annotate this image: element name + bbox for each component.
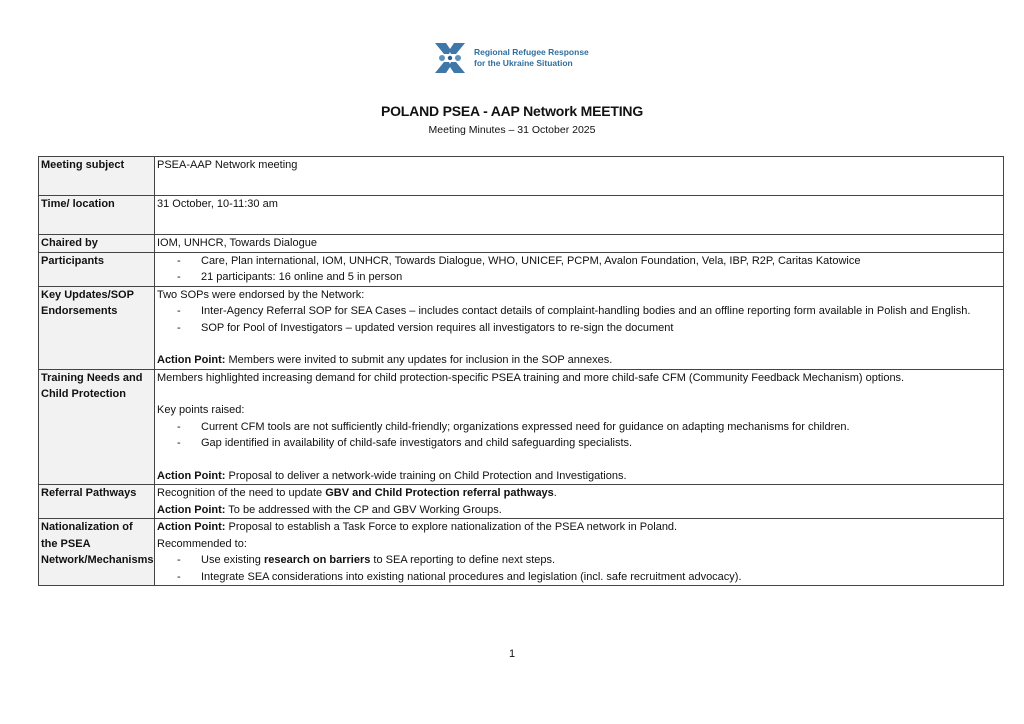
label-chaired-by: Chaired by: [39, 235, 155, 253]
row-chaired-by: [39, 235, 1004, 253]
value-time-location: 31 October, 10-11:30 am: [155, 196, 1004, 235]
row-participants: [39, 252, 1004, 286]
action-point-label: Action Point:: [157, 503, 226, 516]
action-point-label: Action Point:: [157, 469, 226, 482]
action-point-label: Action Point:: [157, 354, 226, 366]
action-point-text: Proposal to establish a Task Force to explore nationalization of the PSEA network in Poland.: [225, 521, 678, 533]
sop-intro: Two SOPs were endorsed by the Network:: [157, 288, 365, 301]
minutes-table: [38, 156, 1004, 586]
value-referral-pathways: [155, 485, 1004, 519]
row-time-location: [39, 196, 1004, 235]
label-training-needs: Training Needs and Child Protection: [39, 369, 155, 485]
referral-text: Recognition of the need to update: [157, 487, 326, 499]
sop-list: [157, 303, 1000, 336]
recommended-list: [157, 552, 1000, 585]
nationalization-action-point: [157, 519, 1000, 536]
list-item: [157, 552, 1000, 569]
row-referral-pathways: [39, 485, 1004, 519]
row-nationalization: [39, 519, 1004, 586]
logo: [432, 40, 589, 76]
list-item: - Gap identified in availability of child-safe investigators and child safeguarding specialists.: [157, 435, 1000, 452]
action-point-text: Proposal to deliver a network-wide training on Child Protection and Investigations.: [225, 469, 627, 482]
rrp-logo-icon: [432, 40, 468, 76]
list-item: - Current CFM tools are not sufficiently child-friendly; organizations expressed need for guidance on adapting mechanisms for children.: [157, 419, 1000, 436]
row-key-updates: [39, 286, 1004, 369]
key-points-intro: Key points raised:: [157, 404, 245, 416]
key-points-list: [157, 419, 1000, 452]
referral-bold: GBV and Child Protection referral pathways: [325, 487, 554, 499]
label-time-location: Time/ location: [39, 196, 155, 235]
training-action-point: [157, 468, 1000, 485]
sop-action-point: [157, 352, 1000, 369]
action-point-text: To be addressed with the CP and GBV Working Groups.: [225, 503, 502, 516]
document-subtitle: Meeting Minutes – 31 October 2025: [428, 124, 596, 136]
training-intro: Members highlighted increasing demand for child protection-specific PSEA training and more child-safe CFM (Community Feedback Mechanism) options.: [157, 371, 905, 384]
value-nationalization: [155, 519, 1004, 586]
label-key-updates: Key Updates/SOP Endorsements: [39, 286, 155, 369]
document-title: POLAND PSEA - AAP Network MEETING: [380, 103, 644, 119]
label-meeting-subject: Meeting subject: [39, 157, 155, 196]
action-point-text: Members were invited to submit any updates for inclusion in the SOP annexes.: [225, 354, 613, 366]
label-participants: Participants: [39, 252, 155, 286]
row-training-needs: [39, 369, 1004, 485]
referral-end: .: [553, 487, 557, 499]
logo-line-2: for the Ukraine Situation: [474, 58, 573, 68]
value-chaired-by: IOM, UNHCR, Towards Dialogue: [155, 235, 1004, 253]
list-item: - Integrate SEA considerations into existing national procedures and legislation (incl. safe recruitment advocacy).: [157, 569, 1000, 586]
recommended-intro: Recommended to:: [157, 537, 247, 550]
value-meeting-subject: PSEA-AAP Network meeting: [155, 157, 1004, 196]
list-item: - SOP for Pool of Investigators – updated version requires all investigators to re-sign the document: [157, 320, 1000, 337]
list-item: - Care, Plan international, IOM, UNHCR, Towards Dialogue, WHO, UNICEF, PCPM, Avalon Foundation, Vela, IBP, R2P, Caritas Katowice: [157, 253, 1000, 270]
referral-action-point: [157, 502, 1000, 519]
value-key-updates: [155, 286, 1004, 369]
row-meeting-subject: [39, 157, 1004, 196]
participants-list: [157, 253, 1000, 286]
list-item: - 21 participants: 16 online and 5 in person: [157, 269, 1000, 286]
label-nationalization: Nationalization of the PSEA Network/Mechanisms: [39, 519, 155, 586]
item-text-end: to SEA reporting to define next steps.: [370, 554, 556, 566]
item-text: Use existing: [201, 554, 264, 566]
value-participants: [155, 252, 1004, 286]
value-training-needs: [155, 369, 1004, 485]
item-bold: research on barriers: [263, 554, 371, 566]
list-item: - Inter-Agency Referral SOP for SEA Cases – includes contact details of complaint-handling bodies and an offline reporting form available in Polish and English.: [157, 303, 1000, 320]
logo-line-1: Regional Refugee Response: [474, 47, 589, 57]
label-referral-pathways: Referral Pathways: [39, 485, 155, 519]
page-number: 1: [508, 648, 516, 660]
action-point-label: Action Point:: [157, 521, 226, 533]
referral-line: [157, 485, 1000, 502]
logo-text: [474, 47, 589, 69]
